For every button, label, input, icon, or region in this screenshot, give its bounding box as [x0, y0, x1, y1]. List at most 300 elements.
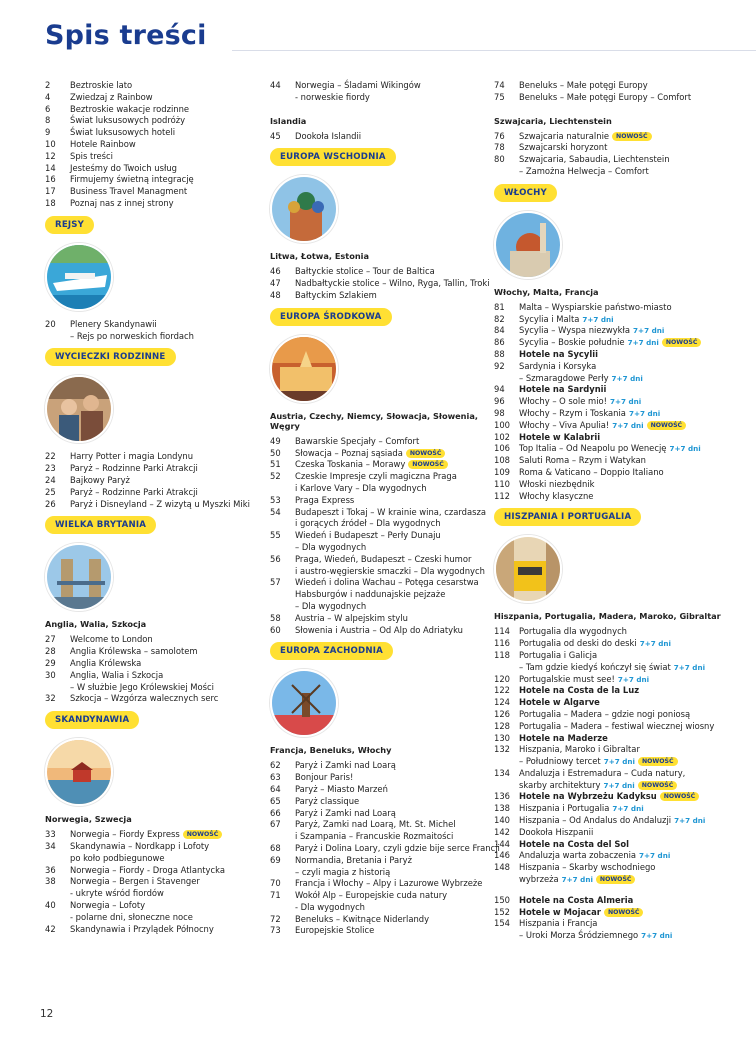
section-skandynawia[interactable]: SKANDYNAWIA: [45, 711, 139, 729]
toc-entry-label: [295, 796, 485, 808]
toc-entry[interactable]: [270, 772, 485, 784]
toc-entry-label: [519, 780, 734, 792]
toc-entry[interactable]: [494, 408, 734, 420]
toc-entry[interactable]: [270, 554, 485, 566]
toc-entry[interactable]: [494, 674, 734, 686]
toc-entry-text: Włochy klasyczne: [519, 490, 594, 501]
toc-entry[interactable]: [45, 127, 245, 139]
toc-entry[interactable]: [270, 925, 485, 937]
toc-page-number: 122: [494, 685, 510, 696]
toc-entry[interactable]: [45, 865, 245, 877]
toc-entry[interactable]: [494, 685, 734, 697]
toc-entry[interactable]: [494, 337, 734, 349]
toc-entry-text: Praga Express: [295, 494, 355, 505]
toc-entry-text: – Południowy tercet: [519, 756, 601, 767]
toc-entry-text: i austro-węgierskie smaczki – Dla wygodnych: [295, 565, 485, 576]
toc-entry[interactable]: [494, 791, 734, 803]
toc-entry-text: Włoski niezbędnik: [519, 478, 595, 489]
toc-entry[interactable]: [494, 361, 734, 373]
zachodnia-subtitle: Francja, Beneluks, Włochy: [270, 745, 392, 756]
toc-entry-text: Hotele w Algarve: [519, 697, 600, 708]
toc-entry-label: [519, 479, 734, 491]
toc-entry[interactable]: [494, 467, 734, 479]
toc-entry[interactable]: [494, 373, 734, 385]
toc-entry[interactable]: [270, 448, 485, 460]
toc-entry[interactable]: [270, 436, 485, 448]
toc-entry-label: [519, 455, 734, 467]
toc-entry-text: Szkocja – Wzgórza walecznych serc: [70, 693, 219, 704]
skand-subtitle: Norwegia, Szwecja: [45, 814, 132, 825]
toc-entry-label: [519, 895, 734, 907]
toc-entry[interactable]: [270, 842, 500, 855]
toc-page-number: 46: [270, 266, 281, 277]
toc-entry-text: Beztroskie wakacje rodzinne: [70, 103, 190, 114]
toc-entry-label: [70, 658, 245, 670]
new-badge: NOWOŚĆ: [662, 338, 702, 347]
toc-entry[interactable]: [494, 626, 734, 638]
toc-entry-text: Skandynawia i Przylądek Północny: [70, 923, 214, 934]
toc-entry-label: [519, 733, 734, 745]
toc-entry[interactable]: [494, 930, 734, 942]
toc-entry[interactable]: [45, 646, 245, 658]
toc-entry-label: [70, 463, 245, 475]
duration-label: 7+7 dni: [627, 338, 659, 348]
toc-page-number: 32: [45, 693, 56, 704]
toc-entry[interactable]: [45, 115, 245, 127]
toc-entry-label: [519, 850, 734, 862]
toc-entry[interactable]: [270, 855, 485, 867]
toc-entry[interactable]: [494, 142, 734, 154]
toc-entry-label: [70, 92, 245, 104]
toc-entry-text: Hotele na Sycylii: [519, 348, 598, 359]
section-wycieczki-rodzinne[interactable]: WYCIECZKI RODZINNE: [45, 348, 176, 366]
toc-entry-text: Sardynia i Korsyka: [519, 360, 597, 371]
toc-page-number: 62: [270, 760, 281, 771]
toc-entry-label: [295, 290, 485, 302]
toc-entry[interactable]: [270, 566, 485, 578]
toc-entry-label: [295, 772, 485, 784]
toc-entry[interactable]: [494, 314, 734, 326]
wschodnia-list: [270, 266, 490, 301]
toc-entry-label: [70, 912, 245, 924]
toc-entry[interactable]: [270, 459, 485, 471]
toc-entry-text: – Uroki Morza Śródziemnego: [519, 930, 639, 941]
toc-entry[interactable]: [270, 878, 485, 890]
toc-entry-label: [70, 174, 245, 186]
toc-entry-text: Portugalia – Madera – gdzie nogi poniosą: [519, 708, 691, 719]
toc-entry[interactable]: [494, 850, 734, 862]
toc-entry[interactable]: [494, 839, 734, 851]
toc-entry[interactable]: [494, 827, 734, 839]
toc-entry[interactable]: [494, 907, 734, 919]
toc-entry[interactable]: [270, 131, 485, 143]
toc-entry-text: i gorących źródeł – Dla wygodnych: [295, 518, 441, 529]
toc-entry-label: [70, 829, 245, 841]
toc-entry-text: Zwiedzaj z Rainbow: [70, 91, 153, 102]
toc-page-number: 100: [494, 419, 510, 430]
toc-entry[interactable]: [270, 92, 485, 104]
toc-entry[interactable]: [45, 163, 245, 175]
toc-entry-label: [519, 166, 734, 178]
toc-entry[interactable]: [45, 498, 250, 511]
toc-entry[interactable]: [494, 918, 734, 930]
toc-page-number: [494, 756, 519, 768]
toc-page-number: [494, 662, 519, 674]
toc-entry-text: Hiszpania – Od Andalus do Andaluzji: [519, 815, 672, 826]
toc-page-number: 23: [45, 463, 56, 474]
toc-entry[interactable]: [270, 902, 485, 914]
szwajcaria-list: [494, 131, 734, 178]
toc-page-number: 84: [494, 325, 505, 336]
toc-entry-label: [519, 384, 734, 396]
duration-label: 7+7 dni: [633, 326, 665, 336]
toc-entry-label: [519, 325, 734, 337]
toc-entry[interactable]: [270, 914, 485, 926]
toc-entry[interactable]: [494, 815, 734, 827]
toc-entry[interactable]: [45, 900, 245, 912]
toc-entry[interactable]: [494, 709, 734, 721]
toc-page-number: [45, 331, 70, 343]
toc-entry[interactable]: [45, 670, 245, 682]
toc-entry-label: [70, 475, 245, 487]
toc-entry-label: [70, 693, 245, 705]
family-photo: [45, 375, 113, 443]
duration-label: 7+7 dni: [603, 780, 635, 790]
toc-page-number: 60: [270, 624, 281, 635]
toc-entry-label: [519, 791, 734, 803]
wlochy-list: [494, 302, 734, 503]
toc-entry-label: [70, 634, 245, 646]
toc-page-number: 50: [270, 447, 281, 458]
toc-page-number: 126: [494, 708, 510, 719]
toc-entry[interactable]: [494, 302, 734, 314]
toc-entry-label: [519, 756, 734, 768]
toc-entry-text: Portugalskie must see!: [519, 673, 615, 684]
toc-entry[interactable]: [45, 924, 245, 936]
toc-entry[interactable]: [45, 80, 245, 92]
toc-page-number: 102: [494, 431, 510, 442]
toc-entry-text: – Dla wygodnych: [295, 600, 367, 611]
toc-entry[interactable]: [494, 154, 734, 166]
toc-entry[interactable]: [45, 658, 245, 670]
toc-entry-label: [70, 451, 245, 463]
toc-entry-text: Beztroskie lato: [70, 80, 133, 90]
toc-entry[interactable]: [45, 331, 245, 343]
toc-entry-text: - Dla wygodnych: [295, 901, 365, 912]
toc-entry[interactable]: [45, 853, 245, 865]
toc-entry[interactable]: [494, 325, 734, 337]
toc-page-number: 51: [270, 459, 281, 470]
section-wlochy[interactable]: WŁOCHY: [494, 184, 557, 202]
toc-entry-text: Wiedeń i Budapeszt – Perły Dunaju: [295, 530, 441, 541]
toc-entry-label: [295, 760, 485, 772]
toc-entry[interactable]: [45, 475, 245, 487]
toc-entry-text: Włochy – O sole mio!: [519, 396, 608, 407]
toc-entry-text: Jesteśmy do Twoich usług: [70, 162, 177, 173]
toc-entry[interactable]: [270, 518, 485, 530]
toc-page-number: 22: [45, 451, 56, 462]
toc-entry[interactable]: [45, 693, 245, 705]
toc-entry[interactable]: [494, 697, 734, 709]
toc-entry[interactable]: [270, 80, 485, 92]
toc-entry[interactable]: [494, 662, 734, 674]
toc-page-number: 144: [494, 838, 510, 849]
toc-entry-text: Norwegia – Bergen i Stavenger: [70, 876, 200, 887]
toc-entry-text: – Szmaragdowe Perły: [519, 372, 609, 383]
toc-entry[interactable]: [45, 888, 245, 900]
toc-entry[interactable]: [270, 625, 485, 637]
toc-entry-text: Świat luksusowych hoteli: [70, 127, 176, 138]
toc-entry[interactable]: [494, 455, 734, 467]
toc-entry-text: Norwegia – Fiordy - Droga Atlantycka: [70, 864, 225, 875]
toc-page-number: 64: [270, 783, 281, 794]
toc-entry[interactable]: [270, 483, 485, 495]
toc-entry[interactable]: [494, 443, 734, 455]
toc-entry-label: [519, 862, 734, 874]
toc-entry[interactable]: [494, 92, 734, 104]
toc-entry[interactable]: [270, 542, 485, 554]
toc-page-number: 130: [494, 732, 510, 743]
toc-entry-text: Wiedeń i dolina Wachau – Potęga cesarstwa: [295, 577, 479, 588]
toc-entry-text: - norweskie fiordy: [295, 91, 370, 102]
toc-page-number: 70: [270, 878, 281, 889]
toc-entry-text: – czyli magia z historią: [295, 866, 391, 877]
toc-page-number: 69: [270, 854, 281, 865]
toc-page-number: [270, 518, 295, 530]
toc-entry-text: Anglia Królewska: [70, 657, 142, 668]
col2-top-list: [270, 80, 485, 104]
toc-page-number: 17: [45, 186, 56, 197]
toc-entry-label: [519, 721, 734, 733]
toc-entry[interactable]: [270, 601, 485, 613]
toc-entry[interactable]: [494, 491, 734, 503]
toc-entry[interactable]: [494, 432, 734, 444]
toc-entry[interactable]: [494, 638, 734, 650]
toc-page-number: [270, 867, 295, 879]
toc-entry-text: Hotele w Kalabrii: [519, 431, 601, 442]
toc-page-number: [270, 542, 295, 554]
toc-entry-text: Welcome to London: [70, 634, 153, 645]
toc-entry-label: [70, 876, 245, 888]
toc-page-number: 136: [494, 791, 510, 802]
toc-entry[interactable]: [494, 721, 734, 733]
toc-entry-label: [295, 867, 485, 879]
toc-entry-label: [519, 408, 734, 420]
new-badge: NOWOŚĆ: [638, 781, 678, 790]
section-rejsy[interactable]: REJSY: [45, 216, 94, 234]
toc-entry[interactable]: [270, 589, 485, 601]
duration-label: 7+7 dni: [639, 639, 671, 649]
scandinavia-photo: [45, 738, 113, 806]
toc-entry-text: Paryż i Zamki nad Loarą: [295, 760, 396, 771]
toc-entry[interactable]: [270, 796, 485, 808]
toc-entry-label: [295, 131, 485, 143]
islandia-list: [270, 131, 485, 143]
toc-entry[interactable]: [494, 768, 734, 780]
hiszpania-list: [494, 626, 734, 886]
rodzinne-list: [45, 451, 250, 510]
toc-entry-label: [295, 890, 485, 902]
toc-page-number: 110: [494, 478, 510, 489]
duration-label: 7+7 dni: [617, 674, 650, 684]
new-badge: NOWOŚĆ: [596, 875, 636, 884]
toc-entry[interactable]: [45, 841, 245, 853]
toc-entry[interactable]: [45, 198, 245, 210]
toc-entry[interactable]: [270, 278, 490, 290]
section-europa-zachodnia[interactable]: EUROPA ZACHODNIA: [270, 642, 393, 660]
toc-entry-label: [70, 841, 245, 853]
toc-entry-label: [70, 900, 245, 912]
toc-entry[interactable]: [494, 744, 734, 756]
toc-entry[interactable]: [494, 479, 734, 491]
toc-entry-text: Szwajcarski horyzont: [519, 142, 608, 153]
parliament-photo: [270, 335, 338, 403]
srodkowa-subtitle: Austria, Czechy, Niemcy, Słowacja, Słowenia, Węgry: [270, 410, 478, 431]
toc-entry[interactable]: [494, 874, 734, 886]
toc-page-number: 88: [494, 348, 505, 359]
toc-entry-text: Czeska Toskania – Morawy: [295, 459, 406, 470]
toc-entry-label: [70, 487, 245, 499]
toc-entry[interactable]: [270, 867, 485, 879]
toc-entry[interactable]: [45, 682, 245, 694]
toc-entry[interactable]: [45, 151, 245, 163]
toc-page-number: 142: [494, 826, 510, 837]
toc-entry-text: Plenery Skandynawii: [70, 318, 157, 329]
toc-entry-label: [70, 888, 245, 900]
toc-entry[interactable]: [494, 756, 734, 768]
wb-subtitle: Anglia, Walia, Szkocja: [45, 619, 147, 630]
toc-entry[interactable]: [270, 808, 485, 820]
section-europa-srodkowa[interactable]: EUROPA ŚRODKOWA: [270, 308, 392, 326]
toc-entry-label: [70, 499, 250, 511]
toc-entry[interactable]: [45, 487, 245, 499]
new-badge: NOWOŚĆ: [408, 460, 448, 469]
toc-entry-text: Nadbałtyckie stolice – Wilno, Ryga, Tallin, Troki: [295, 278, 490, 289]
toc-entry-text: Budapeszt i Tokaj – W krainie wina, czardasza: [295, 506, 487, 517]
toc-entry-label: [519, 396, 734, 408]
szwajcaria-subtitle: Szwajcaria, Liechtenstein: [494, 115, 612, 126]
toc-entry[interactable]: [270, 290, 485, 302]
duration-label: 7+7 dni: [610, 397, 642, 407]
lisbon-tram-photo: [494, 535, 562, 603]
toc-entry[interactable]: [494, 803, 734, 815]
toc-entry-label: [295, 266, 485, 278]
toc-entry[interactable]: [270, 507, 485, 519]
toc-entry[interactable]: [45, 876, 245, 888]
toc-entry[interactable]: [494, 80, 734, 92]
toc-entry[interactable]: [494, 384, 734, 396]
toc-entry-label: [519, 314, 734, 326]
toc-page-number: 12: [45, 150, 56, 161]
toc-entry[interactable]: [45, 634, 245, 646]
toc-entry[interactable]: [45, 186, 245, 198]
toc-entry[interactable]: [45, 104, 245, 116]
toc-entry[interactable]: [45, 319, 245, 331]
page-title: Spis treści: [45, 20, 207, 51]
toc-entry[interactable]: [270, 471, 485, 483]
toc-page-number: 28: [45, 646, 56, 657]
toc-entry[interactable]: [45, 174, 245, 186]
duration-label: 7+7 dni: [611, 373, 643, 383]
toc-page-number: 132: [494, 744, 510, 755]
toc-entry[interactable]: [494, 895, 734, 907]
toc-entry[interactable]: [494, 349, 734, 361]
toc-page-number: 40: [45, 899, 56, 910]
toc-entry-label: [295, 808, 485, 820]
toc-entry[interactable]: [270, 577, 485, 589]
toc-entry[interactable]: [270, 784, 485, 796]
toc-entry-text: Hotele Rainbow: [70, 138, 136, 149]
toc-entry[interactable]: [45, 912, 245, 924]
toc-page-number: 47: [270, 278, 281, 289]
florence-cathedral-photo: [494, 211, 562, 279]
toc-entry[interactable]: [270, 831, 485, 843]
section-wielka-brytania[interactable]: WIELKA BRYTANIA: [45, 516, 156, 534]
toc-entry[interactable]: [494, 166, 734, 178]
toc-entry-text: Andaluzja warta zobaczenia: [519, 850, 637, 861]
toc-entry[interactable]: [270, 613, 485, 625]
duration-label: 7+7 dni: [561, 875, 593, 885]
column-1: [45, 80, 250, 935]
toc-page-number: 78: [494, 142, 505, 153]
toc-entry[interactable]: [494, 862, 734, 874]
toc-entry[interactable]: [270, 530, 485, 542]
toc-entry-label: [295, 507, 486, 519]
toc-entry[interactable]: [45, 463, 245, 475]
toc-entry[interactable]: [494, 733, 734, 745]
toc-entry-label: [70, 151, 245, 163]
toc-page-number: 148: [494, 862, 510, 873]
section-europa-wschodnia[interactable]: EUROPA WSCHODNIA: [270, 148, 396, 166]
toc-entry-label: [519, 685, 734, 697]
toc-page-number: 109: [494, 466, 510, 477]
toc-entry[interactable]: [45, 92, 245, 104]
section-hiszpania-portugalia[interactable]: HISZPANIA I PORTUGALIA: [494, 508, 641, 526]
toc-entry[interactable]: [270, 890, 485, 902]
col3-top-list: [494, 80, 734, 104]
toc-entry[interactable]: [270, 495, 485, 507]
toc-page-number: 27: [45, 634, 56, 645]
toc-page-number: 30: [45, 669, 56, 680]
toc-page-number: [270, 601, 295, 613]
toc-entry[interactable]: [494, 420, 734, 432]
toc-entry-text: Dookoła Islandii: [295, 130, 362, 141]
toc-entry[interactable]: [270, 266, 485, 278]
toc-page-number: 118: [494, 649, 510, 660]
toc-entry[interactable]: [45, 451, 245, 463]
toc-entry-text: Dookoła Hiszpanii: [519, 826, 594, 837]
toc-page-number: 106: [494, 443, 510, 454]
column-3: [494, 80, 734, 942]
toc-entry[interactable]: [494, 396, 734, 408]
toc-entry[interactable]: [270, 760, 485, 772]
toc-entry-text: Hotele w Mojacar: [519, 906, 601, 917]
toc-entry-label: [70, 670, 245, 682]
toc-entry[interactable]: [494, 780, 734, 792]
toc-entry[interactable]: [45, 829, 245, 841]
toc-entry[interactable]: [270, 819, 485, 831]
toc-entry-text: – Dla wygodnych: [295, 541, 367, 552]
toc-page-number: 66: [270, 807, 281, 818]
toc-entry-label: [295, 471, 485, 483]
toc-entry[interactable]: [494, 131, 734, 143]
toc-page-number: [45, 888, 70, 900]
toc-entry-text: Portugalia od deski do deski: [519, 638, 637, 649]
toc-entry[interactable]: [45, 139, 245, 151]
toc-entry[interactable]: [494, 650, 734, 662]
toc-entry-label: [519, 420, 734, 432]
toc-page-number: 67: [270, 819, 281, 830]
